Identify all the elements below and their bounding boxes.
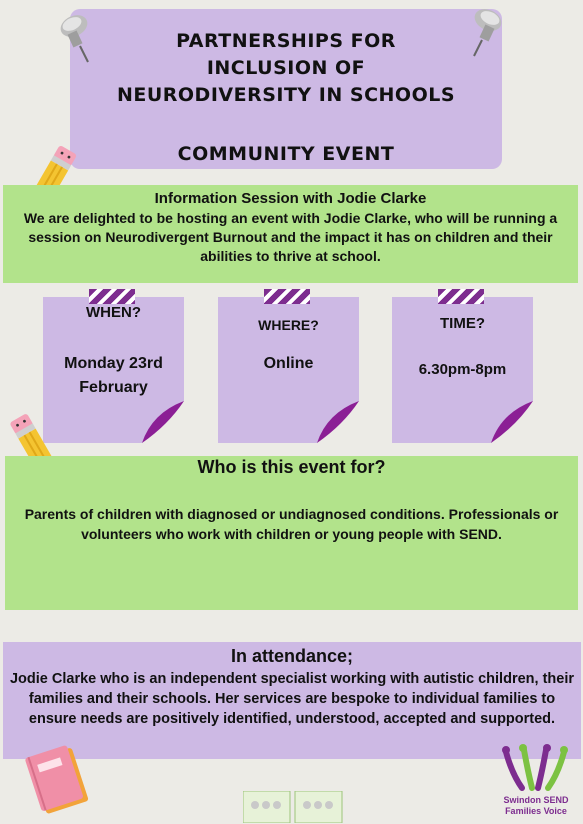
tape-strip <box>89 289 135 304</box>
certificate-thumbnails <box>243 791 343 823</box>
attendance-title: In attendance; <box>230 646 354 666</box>
where-note <box>218 297 359 443</box>
where-label: WHERE? <box>258 317 319 333</box>
audience-title: Who is this event for? <box>197 457 386 477</box>
page-curl <box>142 401 184 443</box>
page-curl <box>317 401 359 443</box>
time-note <box>392 297 533 443</box>
audience-body: Parents of children with diagnosed or undiagnosed conditions. Professionals or volunteers who work with children or young people with SEND. <box>24 506 559 542</box>
where-value: Online <box>263 355 314 372</box>
page-curl <box>491 401 533 443</box>
title-line: PARTNERSHIPS FOR <box>176 30 396 52</box>
title-line: INCLUSION OF <box>206 57 366 79</box>
logo-figures-icon <box>500 744 570 794</box>
tape-strip <box>264 289 310 304</box>
when-label: WHEN? <box>86 304 141 321</box>
when-note <box>43 297 184 443</box>
info-title: Information Session with Jodie Clarke <box>154 190 427 207</box>
info-body: We are delighted to be hosting an event with Jodie Clarke, who will be running a session on Neurodivergent Burnout and the impact it has on children and their abilities to thrive at school. <box>23 210 558 264</box>
tape-strip <box>438 289 484 304</box>
event-title <box>70 28 502 109</box>
when-value: Monday 23rd February <box>64 355 163 396</box>
attendance-body: Jodie Clarke who is an independent specialist working with autistic children, their families and their schools. Her services are bespoke to individual families to ensure needs are positively identified, understood, accepted and supported. <box>9 671 574 727</box>
notebook-icon <box>18 737 98 817</box>
logo-text: Swindon SEND Families Voice <box>503 795 569 816</box>
time-label: TIME? <box>440 315 485 332</box>
event-subtitle: COMMUNITY EVENT <box>177 143 395 165</box>
title-line: NEURODIVERSITY IN SCHOOLS <box>116 84 456 106</box>
time-value: 6.30pm-8pm <box>418 361 507 378</box>
